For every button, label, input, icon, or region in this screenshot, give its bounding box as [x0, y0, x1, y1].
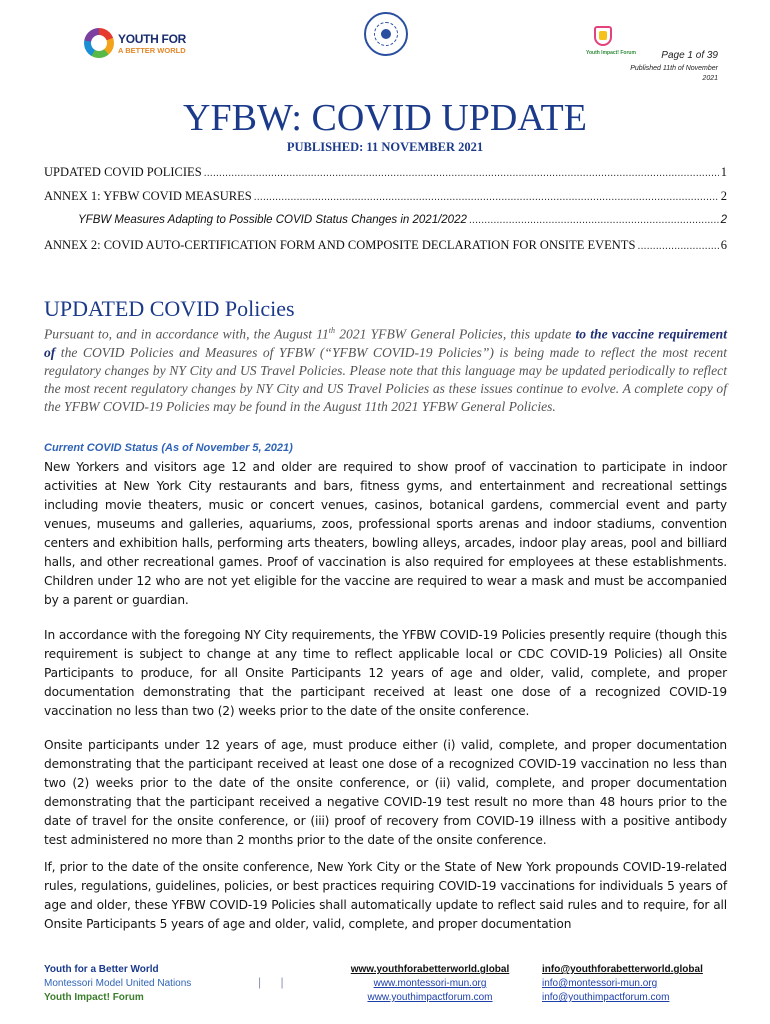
toc-entry-label: UPDATED COVID POLICIES — [44, 165, 202, 179]
shield-icon — [594, 26, 612, 46]
footer-org-mmun: Montessori Model United Nations — [44, 978, 192, 989]
footer-separator: | | — [258, 975, 292, 989]
youth-for-a-better-world-logo — [84, 26, 184, 64]
toc-entry-page: 2 — [720, 189, 727, 203]
published-note — [630, 64, 718, 84]
document-title: YFBW: COVID UPDATE — [183, 97, 587, 139]
toc-entry-page: 6 — [720, 238, 727, 252]
toc-entry[interactable] — [78, 214, 727, 226]
toc-leader-dots — [637, 240, 718, 252]
body-paragraph: In accordance with the foregoing NY City requirements, the YFBW COVID-19 Policies presently require (though this requirement is subject to change at any time to reflect applicable local or CDC COVID-19 Policies) all Onsite Participants to produce, for all Onsite Participants 12 years of age and older, valid, complete, and proper documentation demonstrating that the participant received at least one dose of a recognized COVID-19 vaccination no less than two (2) weeks prior to the date of the onsite conference. — [44, 628, 727, 718]
footer-org-yfbw: Youth for a Better World — [44, 964, 159, 975]
body-paragraph: Onsite participants under 12 years of age, must produce either (i) valid, complete, and proper documentation demonstrating that the participant received at least one dose of a recognized COVID-19 vaccination no less than two (2) weeks prior to the date of the onsite conference, or (ii) valid, complete, and proper documentation demonstrating that the participant received a negative COVID-19 test result no more than 48 hours prior to the date of travel for the onsite conference, or (iii) proof of recovery from COVID-19 illness with a positive antibody test administered no more than 2 months prior to the date of the onsite conference. — [44, 738, 727, 847]
toc-entry[interactable] — [44, 238, 727, 253]
footer-link-mmun-site[interactable]: www.montessori-mun.org — [373, 978, 487, 989]
page-info — [630, 50, 718, 84]
logo-text-line2: A BETTER WORLD — [118, 46, 186, 55]
seal-core — [381, 29, 391, 39]
footer-email-mmun[interactable]: info@montessori-mun.org — [542, 978, 658, 989]
footer-link-yif-site[interactable]: www.youthimpactforum.com — [367, 992, 493, 1003]
footer-emails — [542, 963, 703, 1005]
intro-text-part2: 2021 YFBW General Policies, this update — [335, 326, 576, 342]
footer-link-yfbw-site[interactable]: www.youthforabetterworld.global — [350, 964, 510, 975]
footer-email-yif[interactable]: info@youthimpactforum.com — [542, 992, 670, 1003]
toc-entry-page: 1 — [720, 165, 727, 179]
toc-leader-dots — [469, 214, 719, 226]
youth-impact-forum-logo — [586, 26, 636, 60]
footer-email-yfbw[interactable]: info@youthforabetterworld.global — [542, 964, 703, 975]
page-number: Page 1 of 39 — [661, 50, 718, 61]
body-paragraph: New Yorkers and visitors age 12 and older are required to show proof of vaccination to participate in indoor activities at New York City restaurants and bars, fitness gyms, and entertainment and recreational settings including movie theaters, music or concert venues, casinos, botanical gardens, commercial event and party venues, museums and galleries, aquariums, zoos, professional sports arenas and indoor stadiums, convention centers and exhibition halls, performing arts theaters, bowling alleys, arcades, indoor play areas, pool and billiard halls, and other recreational games. Proof of vaccination is also required for employees at these establishments. Children under 12 who are not yet eligible for the vaccine are required to wear a mask and must be accompanied by a parent or guardian. — [44, 460, 727, 607]
logo-text-line1: YOUTH FOR — [118, 32, 186, 46]
footer-organizations — [44, 963, 191, 1005]
body-paragraph: If, prior to the date of the onsite conference, New York City or the State of New York propounds COVID-19-related rules, regulations, guidelines, policies, or best practices requiring COVID-19 vaccinations for individuals 5 years of age and older, these YFBW COVID-19 Policies shall automatically update to reflect said rules and to require, for all Onsite Participants 5 years of age and older, valid, complete, and proper documentation — [44, 860, 727, 931]
toc-entry-label: YFBW Measures Adapting to Possible COVID Status Changes in 2021/2022 — [78, 214, 467, 226]
toc-leader-dots — [204, 167, 719, 179]
current-status-heading: Current COVID Status (As of November 5, 2021) — [44, 442, 293, 454]
intro-superscript: th — [328, 326, 336, 335]
intro-text-part1: Pursuant to, and in accordance with, the August 11 — [44, 326, 329, 342]
intro-bold-text: to the vaccine requirement of — [44, 326, 727, 360]
footer-org-yif: Youth Impact! Forum — [44, 992, 144, 1003]
logo-ring-icon — [84, 28, 114, 58]
toc-entry-label: ANNEX 2: COVID AUTO-CERTIFICATION FORM AND COMPOSITE DECLARATION FOR ONSITE EVENTS — [44, 238, 636, 252]
intro-text-part3: the COVID Policies and Measures of YFBW (“YFBW COVID-19 Policies”) is being made to reflect the most recent regulatory changes by NY City and US Travel Policies. Please note that this language may be updated periodically to reflect the most recent regulatory changes by NY City and US Travel Policies as these issues continue to evolve. A complete copy of the YFBW COVID-19 Policies may be found in the August 11th 2021 YFBW General Policies. — [44, 344, 727, 414]
footer-websites — [340, 963, 520, 1005]
toc-entry-label: ANNEX 1: YFBW COVID MEASURES — [44, 189, 252, 203]
toc-entry[interactable] — [44, 189, 727, 204]
section-heading: UPDATED COVID Policies — [44, 296, 295, 321]
toc-leader-dots — [254, 191, 719, 203]
logo-right-caption: Youth Impact! Forum — [586, 50, 636, 56]
montessori-mun-seal-icon — [364, 12, 408, 56]
published-note-line1: Published 11th of November — [630, 65, 718, 72]
toc-entry[interactable] — [44, 165, 727, 180]
page-footer — [44, 963, 727, 1013]
published-note-line2: 2021 — [702, 75, 718, 82]
intro-paragraph — [44, 322, 727, 416]
toc-entry-page: 2 — [720, 214, 727, 226]
published-date: PUBLISHED: 11 NOVEMBER 2021 — [286, 140, 484, 154]
